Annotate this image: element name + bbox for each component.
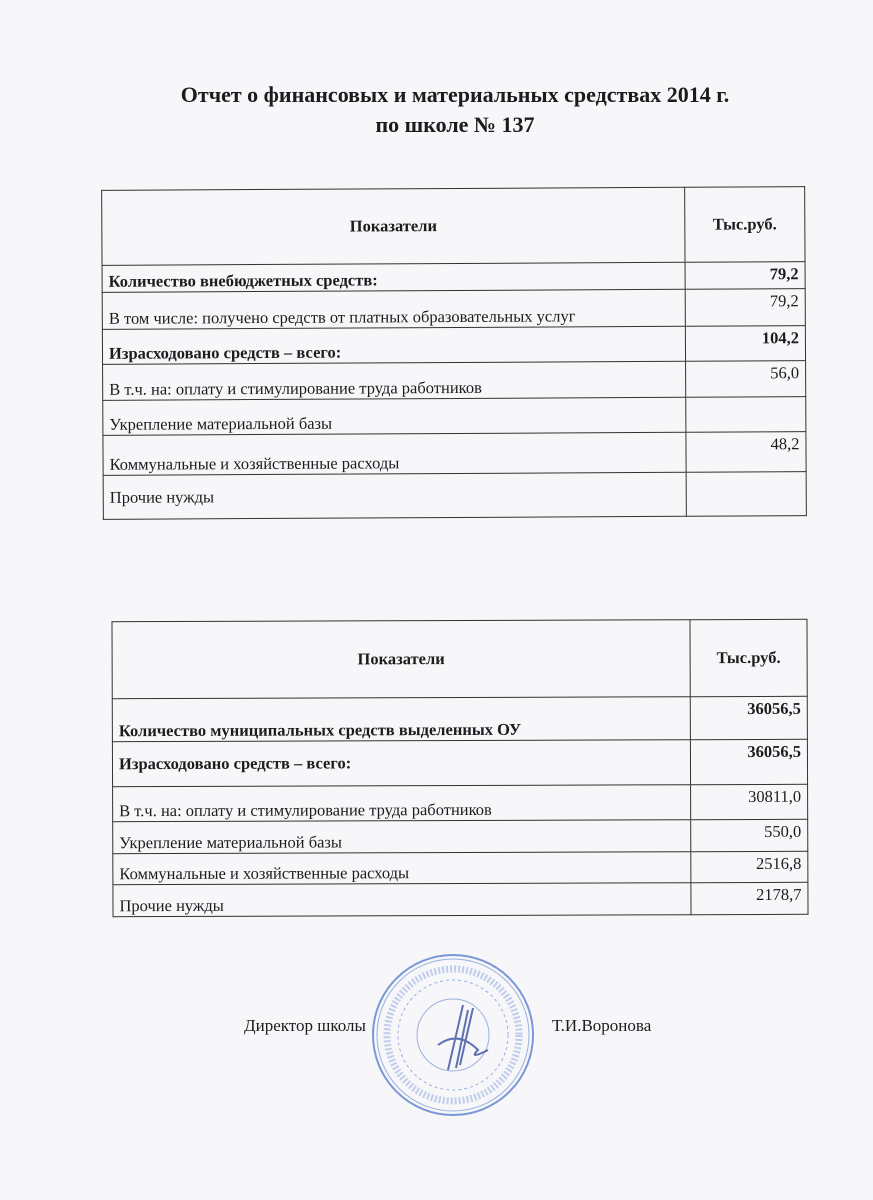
row-label: В том числе: получено средств от платных образовательных услуг [102, 289, 685, 329]
table-row [103, 472, 806, 520]
row-label: Коммунальные и хозяйственные расходы [103, 432, 686, 475]
row-label: В т.ч. на: оплату и стимулирование труда работников [113, 785, 691, 822]
table-row [112, 739, 807, 786]
header-indicators: Показатели [112, 620, 690, 699]
table-row [112, 696, 807, 741]
table-row [103, 432, 806, 476]
row-value [686, 472, 806, 517]
table-row [103, 361, 806, 401]
document-subtitle: по школе № 137 [375, 112, 535, 137]
row-label: Укрепление материальной базы [113, 820, 691, 854]
row-label: Прочие нужды [103, 472, 686, 519]
table-row [113, 819, 808, 853]
table-row [103, 397, 806, 436]
row-label: В т.ч. на: оплату и стимулирование труда работников [103, 361, 686, 400]
row-value: 104,2 [685, 326, 805, 362]
row-label: Израсходовано средств – всего: [112, 740, 690, 787]
row-value: 48,2 [686, 432, 806, 473]
row-value: 79,2 [685, 289, 805, 327]
row-value: 30811,0 [691, 784, 808, 819]
row-label: Коммунальные и хозяйственные расходы [113, 852, 691, 885]
row-value: 550,0 [691, 819, 808, 851]
row-value [686, 397, 806, 433]
row-value: 2178,7 [691, 882, 808, 914]
table-row [102, 326, 805, 365]
header-thousand-rub: Тыс.руб. [690, 619, 807, 696]
school-stamp [368, 950, 538, 1120]
table-row [102, 262, 805, 293]
table-row [102, 289, 805, 330]
header-indicators: Показатели [102, 187, 685, 265]
row-label: Укрепление материальной базы [103, 397, 686, 435]
row-label: Прочие нужды [113, 883, 691, 917]
signature-position: Директор школы [244, 1016, 366, 1035]
signature-scribble [438, 1005, 488, 1070]
row-value: 2516,8 [691, 851, 808, 882]
municipal-table [111, 619, 808, 917]
header-thousand-rub: Тыс.руб. [685, 187, 805, 263]
row-label: Израсходовано средств – всего: [102, 326, 685, 364]
extrabudget-table [101, 186, 807, 520]
row-value: 79,2 [685, 262, 805, 290]
signature-name: Т.И.Воронова [552, 1016, 652, 1035]
row-value: 36056,5 [690, 696, 807, 739]
table-row [113, 882, 808, 916]
document-title: Отчет о финансовых и материальных средствах 2014 г. [180, 82, 730, 107]
row-label: Количество внебюджетных средств: [102, 262, 685, 292]
row-label: Количество муниципальных средств выделенных ОУ [112, 697, 690, 742]
table-row [113, 784, 808, 821]
table-row [113, 851, 808, 884]
row-value: 36056,5 [690, 739, 807, 784]
row-value: 56,0 [686, 361, 806, 398]
